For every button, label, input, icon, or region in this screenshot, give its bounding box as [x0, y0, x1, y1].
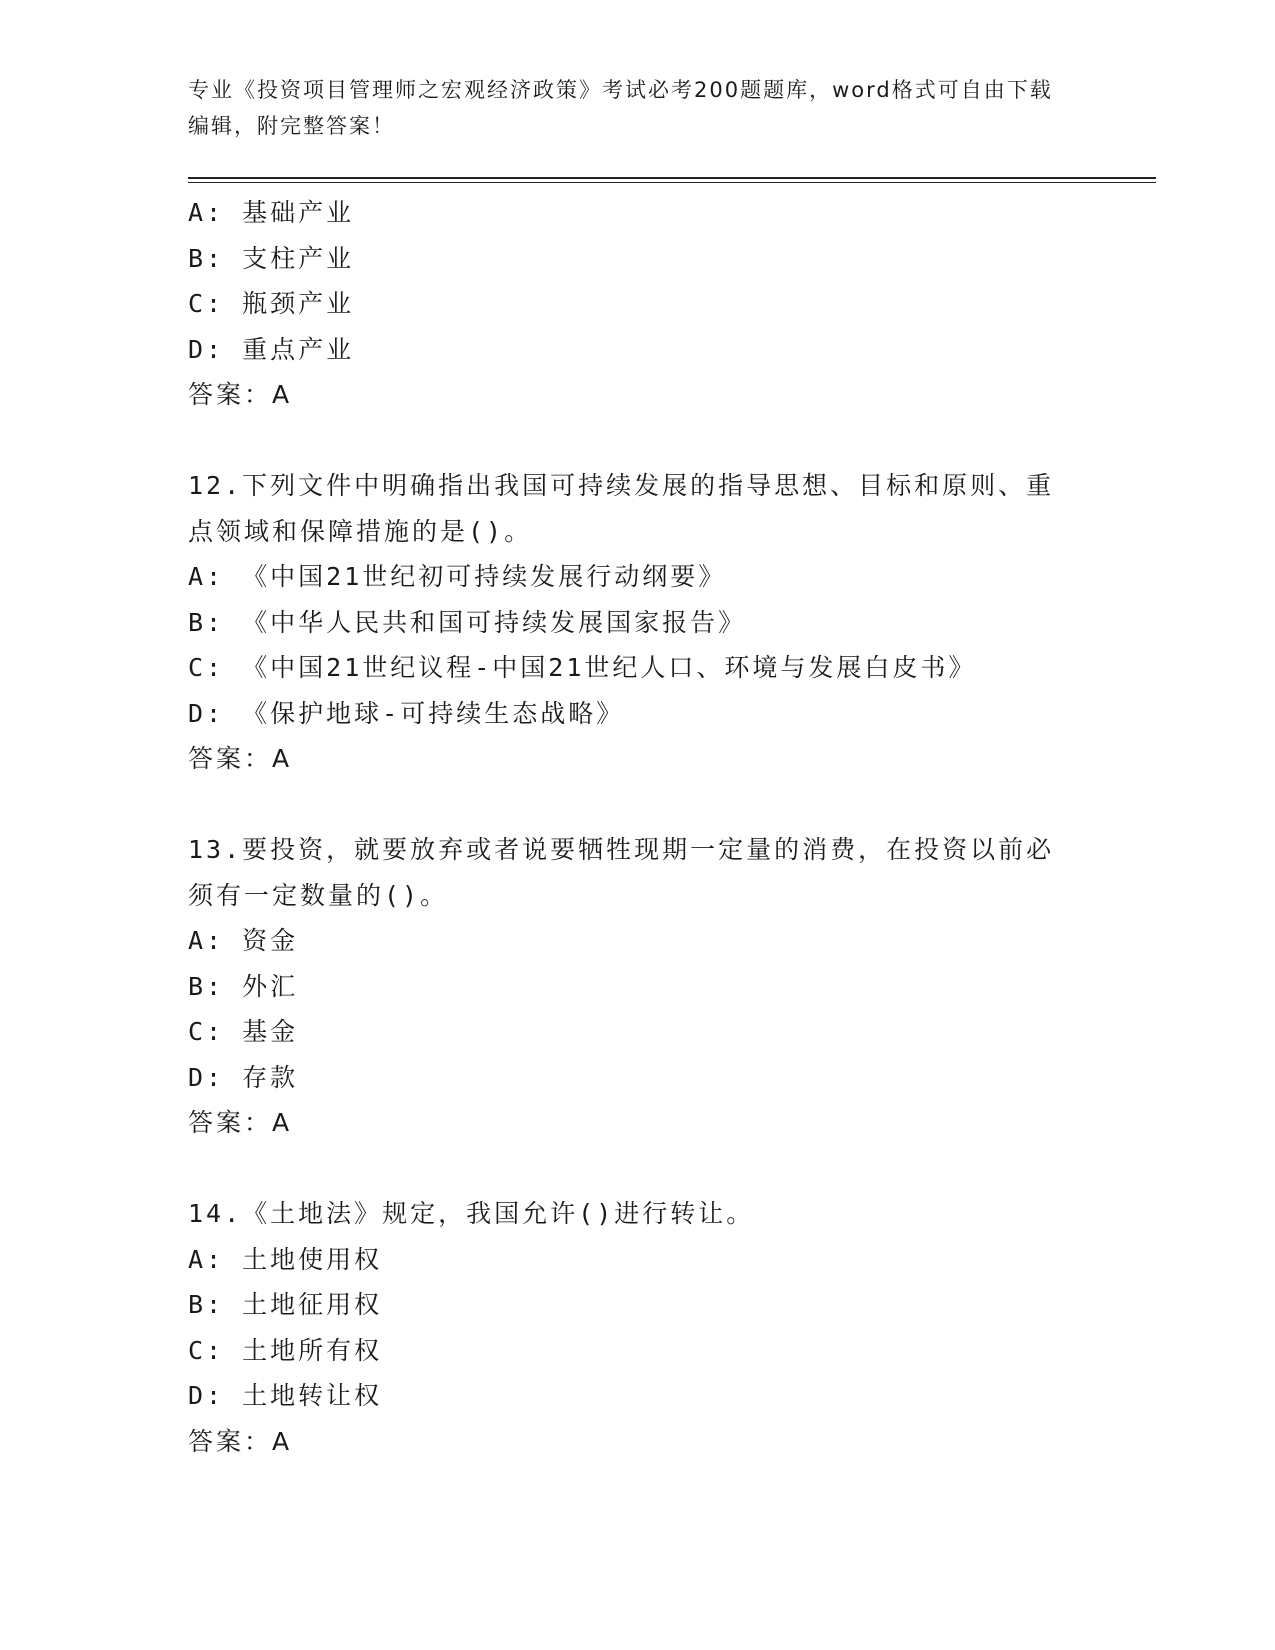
header-rule-thin [188, 182, 1156, 183]
answer: 答案：A [188, 1426, 293, 1456]
option-d: D: 土地转让权 [188, 1381, 383, 1410]
question-stem-cont: 须有一定数量的()。 [188, 880, 449, 910]
option-a: A: 基础产业 [188, 198, 355, 227]
option-d: D: 《保护地球-可持续生态战略》 [188, 698, 625, 728]
question-11 [188, 190, 1108, 418]
question-stem: 12.下列文件中明确指出我国可持续发展的指导思想、目标和原则、重 [188, 471, 1055, 500]
question-stem: 13.要投资，就要放弃或者说要牺牲现期一定量的消费，在投资以前必 [188, 835, 1055, 864]
answer: 答案：A [188, 380, 293, 409]
question-stem-cont: 点领域和保障措施的是()。 [188, 516, 533, 546]
option-b: B: 支柱产业 [188, 243, 355, 273]
option-d: D: 存款 [188, 1062, 299, 1092]
question-list [188, 190, 1108, 1464]
answer: 答案：A [188, 744, 293, 773]
option-b: B: 《中华人民共和国可持续发展国家报告》 [188, 607, 747, 637]
option-a: A: 资金 [188, 926, 299, 955]
option-c: C: 瓶颈产业 [188, 289, 355, 318]
option-c: C: 《中国21世纪议程-中国21世纪人口、环境与发展白皮书》 [188, 653, 977, 682]
question-13 [188, 827, 1108, 1146]
option-a: A: 《中国21世纪初可持续发展行动纲要》 [188, 562, 727, 591]
document-header: 专业《投资项目管理师之宏观经济政策》考试必考200题题库，word格式可自由下载编辑，附完整答案！ [188, 78, 1053, 138]
header-rule [188, 177, 1156, 179]
question-12 [188, 463, 1108, 782]
option-c: C: 土地所有权 [188, 1335, 383, 1365]
option-d: D: 重点产业 [188, 334, 355, 364]
answer: 答案：A [188, 1108, 293, 1137]
option-a: A: 土地使用权 [188, 1244, 383, 1274]
option-b: B: 土地征用权 [188, 1290, 383, 1319]
question-14 [188, 1191, 1108, 1464]
option-b: B: 外汇 [188, 971, 299, 1001]
option-c: C: 基金 [188, 1017, 299, 1046]
question-stem: 14.《土地法》规定，我国允许()进行转让。 [188, 1199, 755, 1228]
